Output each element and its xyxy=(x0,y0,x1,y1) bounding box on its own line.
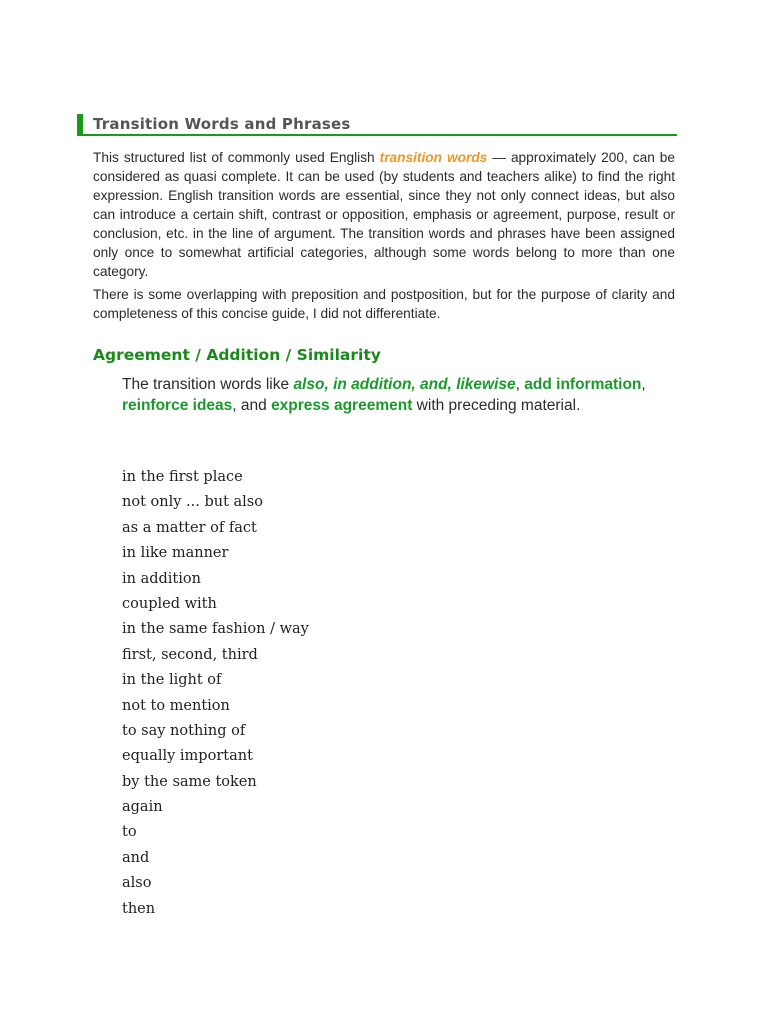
desc-text: , xyxy=(515,376,525,393)
desc-text: The transition words like xyxy=(122,376,294,393)
desc-reinforce-ideas: reinforce ideas xyxy=(122,396,233,414)
desc-text: , xyxy=(641,376,646,393)
desc-examples: also, in addition, and, likewise xyxy=(293,376,516,393)
list-item: to say nothing of xyxy=(122,722,246,739)
list-item: in the light of xyxy=(122,672,222,689)
section-title: Agreement / Addition / Similarity xyxy=(93,346,381,364)
list-item: again xyxy=(122,799,163,816)
desc-add-information: add information xyxy=(524,376,642,393)
list-item: in like manner xyxy=(122,545,229,562)
list-item: in the same fashion / way xyxy=(122,621,309,638)
list-item: and xyxy=(122,849,150,866)
list-item: by the same token xyxy=(122,773,257,790)
list-item: not to mention xyxy=(122,697,230,714)
intro-paragraph-1 xyxy=(93,148,675,281)
list-item: in the first place xyxy=(122,469,243,485)
list-item: not only ... but also xyxy=(122,494,263,511)
list-item: as a matter of fact xyxy=(122,519,257,536)
intro-text-segment: This structured list of commonly used English xyxy=(93,150,380,165)
page-heading-bar xyxy=(77,114,677,136)
desc-text: , and xyxy=(232,396,272,414)
list-item: first, second, third xyxy=(122,646,258,663)
intro-text xyxy=(93,148,675,323)
list-item: also xyxy=(122,875,152,892)
desc-express-agreement: express agreement xyxy=(271,396,413,414)
section-description xyxy=(122,375,662,416)
transition-word-list xyxy=(122,466,309,923)
page-title: Transition Words and Phrases xyxy=(93,115,351,133)
transition-words-highlight: transition words xyxy=(379,150,488,165)
list-item: then xyxy=(122,900,156,917)
list-item: in addition xyxy=(122,570,201,587)
intro-text-segment: — approximately 200, can be considered as quasi complete. It can be used (by students and teachers alike) to find the right expression. English transition words are essential, since they not only connect ideas, but also can introduce a certain shift, contrast or opposition, emphasis or agreement, purpose, result or conclusion, etc. in the line of argument. The transition words and phrases have been assigned only once to somewhat artificial categories, although some words belong to more than one category. xyxy=(93,150,676,279)
intro-paragraph-2: There is some overlapping with preposition and postposition, but for the purpose of clarity and completeness of this concise guide, I did not differentiate. xyxy=(93,287,675,321)
list-item: coupled with xyxy=(122,595,217,612)
desc-text: with preceding material. xyxy=(412,396,581,414)
list-item: to xyxy=(122,824,137,841)
list-item: equally important xyxy=(122,748,253,765)
